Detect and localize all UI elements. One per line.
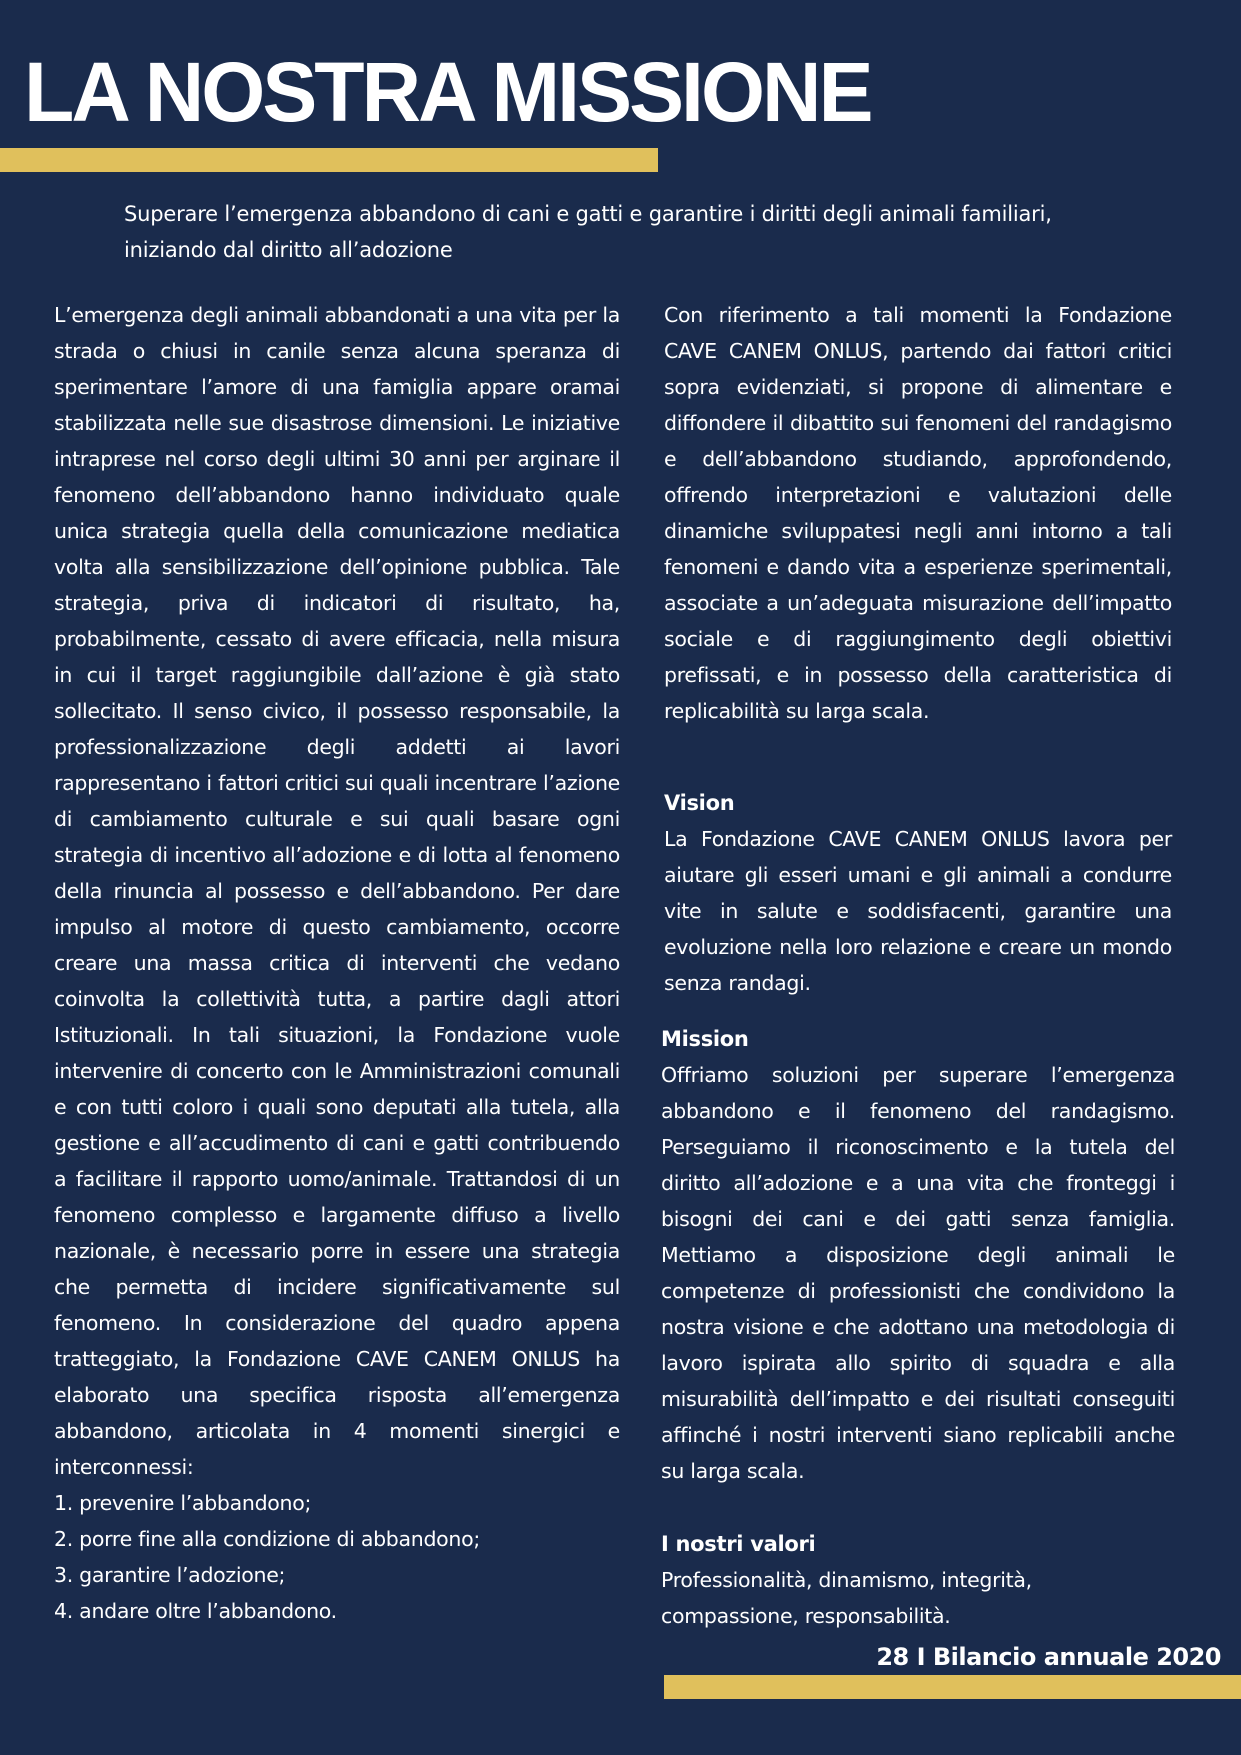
- right-column-intro: [664, 297, 1172, 729]
- mission-statement: [124, 196, 1124, 268]
- emergency-paragraph: L’emergenza degli animali abbandonati a una vita per la strada o chiusi in canile senza alcuna speranza di sperimentare l’amore di una famiglia appare oramai stabilizzata nelle sue disastrose dimensioni. Le iniziative intraprese nel corso degli ultimi 30 anni per arginare il fenomeno dell’abbandono hanno individuato quale unica strategia quella della comunicazione mediatica volta alla sensibilizzazione dell’opinione pubblica. Tale strategia, priva di indicatori di risultato, ha, probabilmente, cessato di avere efficacia, nella misura in cui il target raggiungibile dall’azione è già stato sollecitato. Il senso civico, il possesso responsabile, la professionalizzazione degli addetti ai lavori rappresentano i fattori critici sui quali incentrare l’azione di cambiamento culturale e sui quali basare ogni strategia di incentivo all’adozione e di lotta al fenomeno della rinuncia al possesso e dell’abbandono. Per dare impulso al motore di questo cambiamento, occorre creare una massa critica di interventi che vedano coinvolta la collettività tutta, a partire dagli attori Istituzionali. In tali situazioni, la Fondazione vuole intervenire di concerto con le Amministrazioni comunali e con tutti coloro i quali sono deputati alla tutela, alla gestione e all’accudimento di cani e gatti contribuendo a facilitare il rapporto uomo/animale. Trattandosi di un fenomeno complesso e largamente diffuso a livello nazionale, è necessario porre in essere una strategia che permetta di incidere significativamente sul fenomeno. In considerazione del quadro appena tratteggiato, la Fondazione CAVE CANEM ONLUS ha elaborato una specifica risposta all’emergenza abbandono, articolata in 4 momenti sinergici e interconnessi:: [54, 303, 620, 1479]
- vision-heading: Vision: [664, 791, 735, 815]
- left-column: [54, 297, 620, 1629]
- list-item: 4. andare oltre l’abbandono.: [54, 1599, 337, 1623]
- list-item: 1. prevenire l’abbandono;: [54, 1491, 312, 1515]
- footer-accent-bar: [664, 1675, 1241, 1699]
- page-footer-label: 28 I Bilancio annuale 2020: [876, 1643, 1221, 1671]
- mission-section: [661, 1021, 1175, 1489]
- list-item: 3. garantire l’adozione;: [54, 1563, 286, 1587]
- values-section: [661, 1526, 1175, 1634]
- values-line-2: compassione, responsabilità.: [661, 1604, 951, 1628]
- intro-paragraph: Con riferimento a tali momenti la Fondazione CAVE CANEM ONLUS, partendo dai fattori critici sopra evidenziati, si propone di alimentare e diffondere il dibattito sui fenomeni del randagismo e dell’abbandono studiando, approfondendo, offrendo interpretazioni e valutazioni delle dinamiche sviluppatesi negli anni intorno a tali fenomeni e dando vita a esperienze sperimentali, associate a un’adeguata misurazione dell’impatto sociale e di raggiungimento degli obiettivi prefissati, e in possesso della caratteristica di replicabilità su larga scala.: [664, 303, 1172, 723]
- title-underline-bar: [0, 148, 658, 172]
- vision-section: [664, 785, 1172, 1001]
- page-title: LA NOSTRA MISSIONE: [24, 45, 871, 139]
- mission-statement-line-1: Superare l’emergenza abbandono di cani e gatti e garantire i diritti degli animali familiari,: [124, 202, 1052, 226]
- mission-heading: Mission: [661, 1027, 749, 1051]
- values-line-1: Professionalità, dinamismo, integrità,: [661, 1568, 1032, 1592]
- vision-text: La Fondazione CAVE CANEM ONLUS lavora per aiutare gli esseri umani e gli animali a condurre vite in salute e soddisfacenti, garantire una evoluzione nella loro relazione e creare un mondo senza randagi.: [664, 827, 1172, 995]
- mission-statement-line-2: iniziando dal diritto all’adozione: [124, 238, 453, 262]
- values-heading: I nostri valori: [661, 1532, 816, 1556]
- four-moments-list: [54, 1485, 620, 1629]
- list-item: 2. porre fine alla condizione di abbandono;: [54, 1527, 480, 1551]
- mission-text: Offriamo soluzioni per superare l’emergenza abbandono e il fenomeno del randagismo. Perseguiamo il riconoscimento e la tutela del diritto all’adozione e a una vita che fronteggi i bisogni dei cani e dei gatti senza famiglia. Mettiamo a disposizione degli animali le competenze di professionisti che condividono la nostra visione e che adottano una metodologia di lavoro ispirata allo spirito di squadra e alla misurabilità dell’impatto e dei risultati conseguiti affinché i nostri interventi siano replicabili anche su larga scala.: [661, 1063, 1175, 1483]
